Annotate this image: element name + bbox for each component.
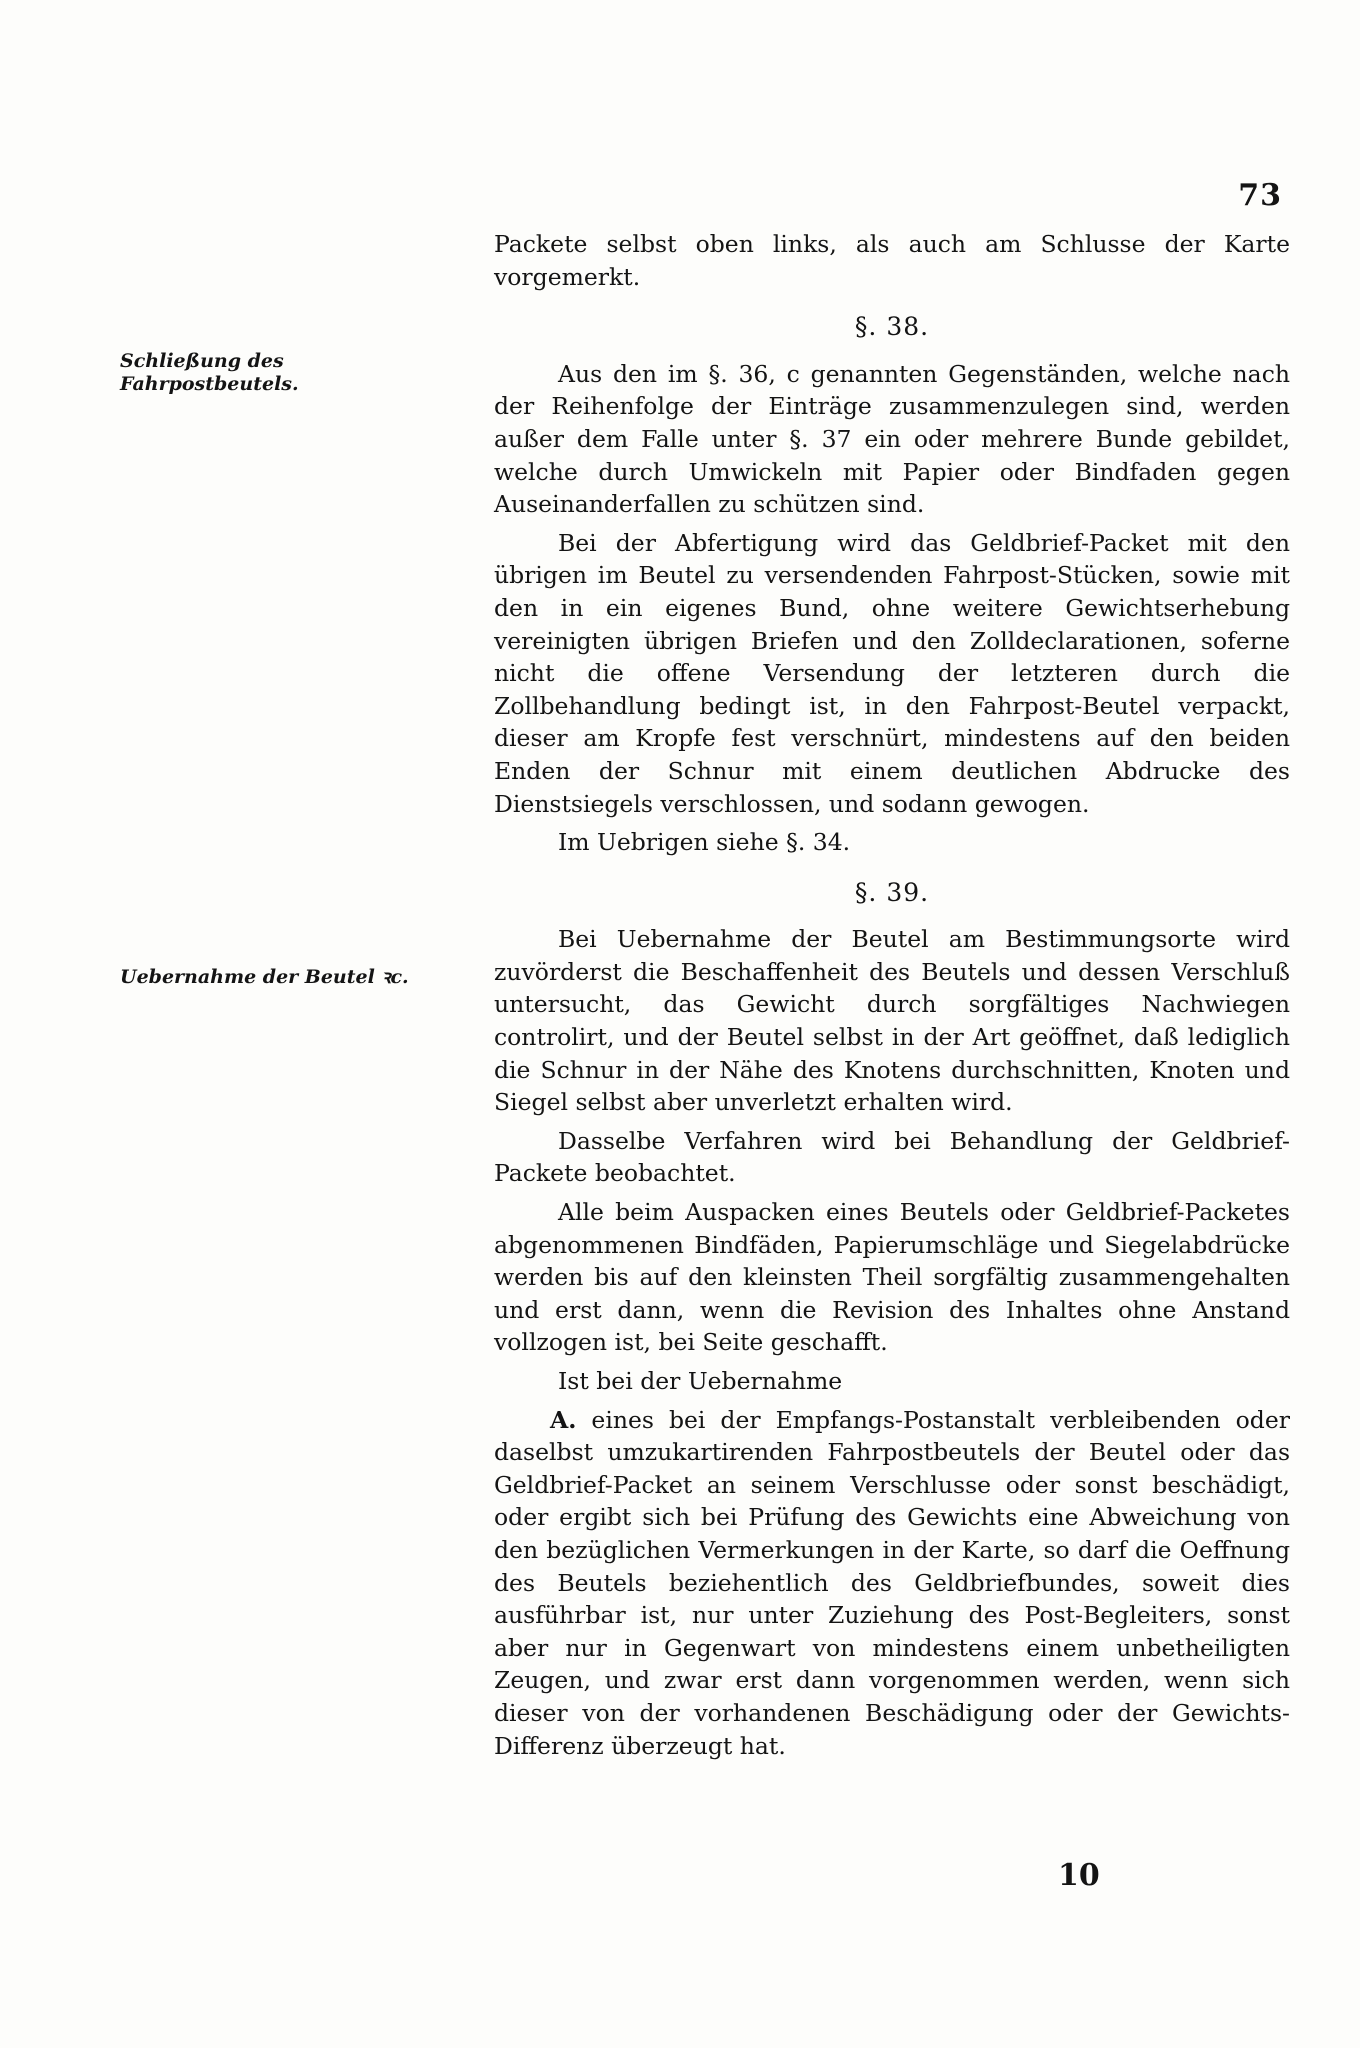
- main-text-column: [494, 228, 1290, 1768]
- section-39-paragraph-1: Bei Uebernahme der Beutel am Bestimmungsorte wird zuvörderst die Beschaffenheit des Beutels und dessen Verschluß untersucht, das Gewicht durch sorgfältiges Nachwiegen controlirt, und der Beutel selbst in der Art geöffnet, daß lediglich die Schnur in der Nähe des Knotens durchschnitten, Knoten und Siegel selbst aber unverletzt erhalten wird.: [494, 925, 1290, 1117]
- item-a-text: eines bei der Empfangs-Postanstalt verbleibenden oder daselbst umzukartirenden Fahrpostbeutels der Beutel oder das Geldbrief-Packet an seinem Verschlusse oder sonst beschädigt, oder ergibt sich bei Prüfung des Gewichts eine Abweichung von den bezüglichen Vermerkungen in der Karte, so darf die Oeffnung des Beutels beziehentlich des Geldbriefbundes, soweit dies ausführbar ist, nur unter Zuziehung des Post-Begleiters, sonst aber nur in Gegenwart von mindestens einem unbetheiligten Zeugen, und zwar erst dann vorgenommen werden, wenn sich dieser von der vorhandenen Beschädigung oder der Gewichts-Differenz überzeugt hat.: [494, 1405, 1290, 1760]
- item-a-label: A.: [550, 1405, 577, 1434]
- section-39-paragraph-2: Dasselbe Verfahren wird bei Behandlung der Geldbrief-Packete beobachtet.: [494, 1126, 1290, 1188]
- section-39-item-a: [494, 1404, 1290, 1763]
- section-39-paragraph-3: Alle beim Auspacken eines Beutels oder Geldbrief-Packetes abgenommenen Bindfäden, Papierumschläge und Siegelabdrücke werden bis auf den kleinsten Theil sorgfältig zusammengehalten und erst dann, wenn die Revision des Inhaltes ohne Anstand vollzogen ist, bei Seite geschafft.: [494, 1198, 1290, 1357]
- signature-mark: 10: [1058, 1858, 1100, 1893]
- margin-note-closing-of-bag: Schließung des Fahrpostbeutels.: [120, 350, 299, 395]
- page-number: 73: [1238, 178, 1282, 213]
- section-38-paragraph-1: Aus den im §. 36, c genannten Gegenständen, welche nach der Reihenfolge der Einträge zusammenzulegen sind, werden außer dem Falle unter §. 37 ein oder mehrere Bunde gebildet, welche durch Umwickeln mit Papier oder Bindfaden gegen Auseinanderfallen zu schützen sind.: [494, 359, 1290, 519]
- section-39-heading: §. 39.: [854, 877, 930, 907]
- section-38-paragraph-2: Bei der Abfertigung wird das Geldbrief-Packet mit den übrigen im Beutel zu versendenden Fahrpost-Stücken, sowie mit den in ein eigenes Bund, ohne weitere Gewichtserhebung vereinigten übrigen Briefen und den Zolldeclarationen, soferne nicht die offene Versendung der letzteren durch die Zollbehandlung bedingt ist, in den Fahrpost-Beutel verpackt, dieser am Kropfe fest verschnürt, mindestens auf den beiden Enden der Schnur mit einem deutlichen Abdrucke des Dienstsiegels verschlossen, und sodann gewogen.: [494, 528, 1290, 818]
- margin-note-taking-over-bags: Uebernahme der Beutel ꝛc.: [120, 966, 409, 988]
- section-39-paragraph-4: Ist bei der Uebernahme: [558, 1367, 843, 1395]
- section-38-paragraph-3: Im Uebrigen siehe §. 34.: [558, 828, 851, 857]
- continuation-paragraph: Packete selbst oben links, als auch am Schlusse der Karte vorgemerkt.: [494, 230, 1290, 291]
- section-38-heading: §. 38.: [854, 312, 930, 342]
